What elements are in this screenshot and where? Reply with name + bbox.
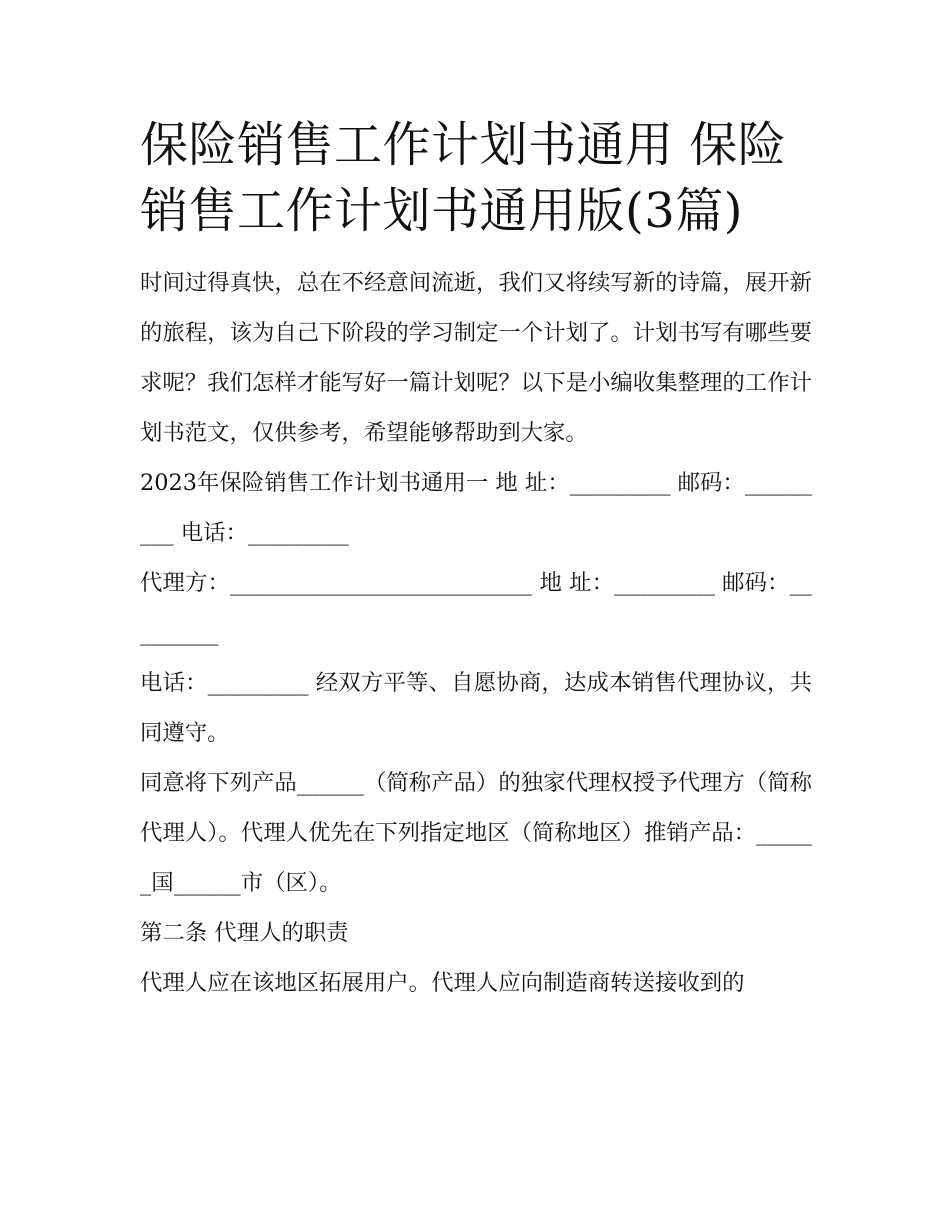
section-heading-agent-duties: 第二条 代理人的职责: [140, 920, 349, 946]
agent-duties-paragraph: 代理人应在该地区拓展用户。代理人应向制造商转送接收到的: [140, 970, 745, 996]
party-address-paragraph: 2023年保险销售工作计划书通用一 地 址：_________ 邮码：_________ 电话：_________: [140, 470, 812, 546]
intro-paragraph: 时间过得真快，总在不经意间流逝，我们又将续写新的诗篇，展开新的旅程，该为自己下阶段的学习制定一个计划了。计划书写有哪些要求呢？我们怎样才能写好一篇计划呢？以下是小编收集整理的工作计划书范文，仅供参考，希望能够帮助到大家。: [140, 270, 812, 446]
document-page: [140, 112, 812, 1008]
phone-agreement-paragraph: 电话：_________ 经双方平等、自愿协商，达成本销售代理协议，共同遵守。: [140, 670, 812, 746]
document-title: 保险销售工作计划书通用 保险销售工作计划书通用版(3篇): [140, 117, 787, 239]
product-grant-paragraph: 同意将下列产品______（简称产品）的独家代理权授予代理方（简称代理人）。代理人优先在下列指定地区（简称地区）推销产品：______国______市（区）。: [140, 770, 812, 896]
agent-paragraph: 代理方：___________________________ 地 址：_________ 邮码：_________: [140, 570, 812, 646]
